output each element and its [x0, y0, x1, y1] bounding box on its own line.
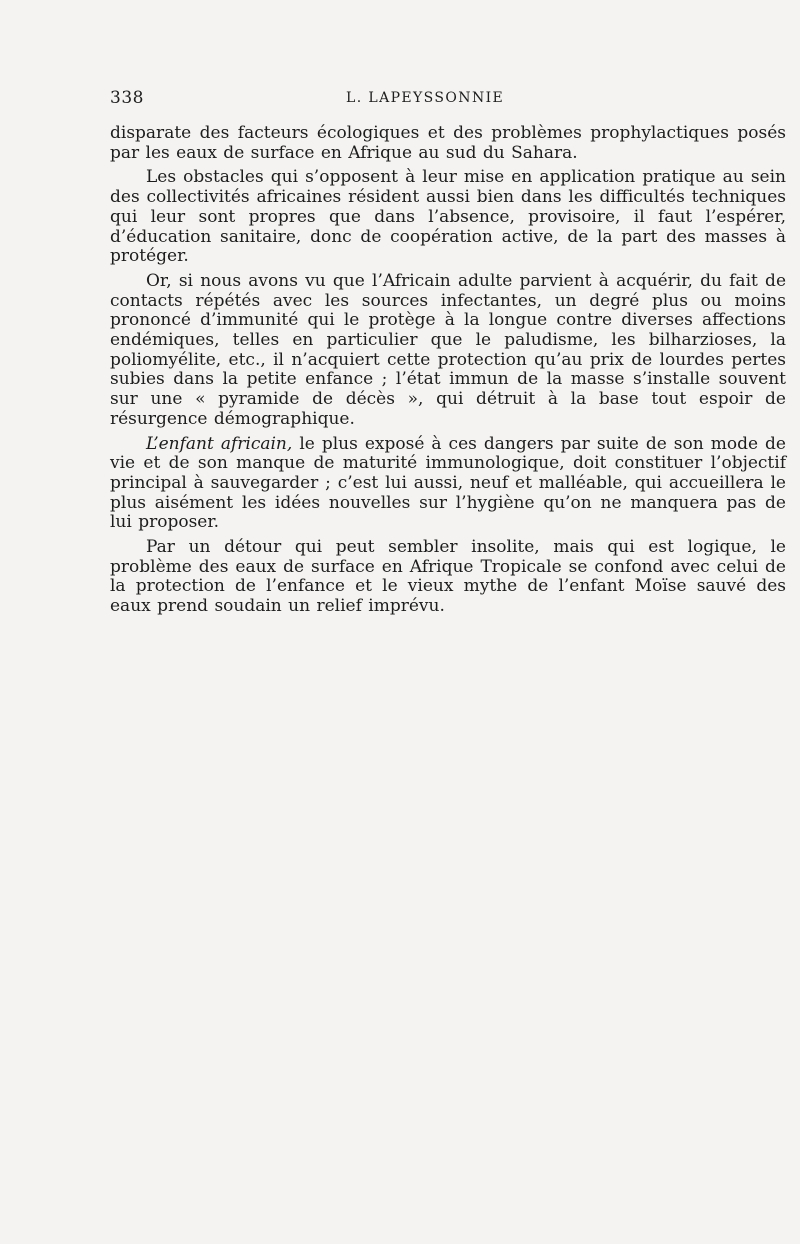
page-number: 338 [110, 88, 144, 108]
italic-phrase: L’enfant africain, [146, 433, 293, 454]
paragraph: Les obstacles qui s’opposent à leur mise en application pratique au sein des collectivités africaines résident aussi bien dans les difficultés techniques qui leur sont propres que dans l’absence, provisoire, il faut l’espérer, d’éducation sanitaire, donc de coopération active, de la part des masses à protéger. [110, 167, 786, 267]
paragraph-text: le plus exposé à ces dangers par suite de son mode de vie et de son manque de maturité immunologique, doit constituer l’objectif principal à sauvegarder ; c’est lui aussi, neuf et malléable, qui accueillera le plus aisément les idées nouvelles sur l’hygiène qu’on ne manquera pas de lui proposer. [110, 433, 786, 533]
paragraph [110, 435, 786, 534]
running-head [110, 88, 786, 110]
paragraph: disparate des facteurs écologiques et des problèmes prophylactiques posés par les eaux de surface en Afrique au sud du Sahara. [110, 123, 786, 163]
paragraph: Par un détour qui peut sembler insolite, mais qui est logique, le problème des eaux de surface en Afrique Tropicale se confond avec celui de la protection de l’enfance et le vieux mythe de l’enfant Moïse sauvé des eaux prend soudain un relief imprévu. [110, 537, 786, 617]
body-text [110, 124, 786, 622]
paragraph: Or, si nous avons vu que l’Africain adulte parvient à acquérir, du fait de contacts répétés avec les sources infectantes, un degré plus ou moins prononcé d’immunité qui le protège à la longue contre diverses affections endémiques, telles en particulier que le paludisme, les bilharzioses, la poliomyélite, etc., il n’acquiert cette protection qu’au prix de lourdes pertes subies dans la petite enfance ; l’état immun de la masse s’installe souvent sur une « pyramide de décès », qui détruit à la base tout espoir de résurgence démographique. [110, 270, 786, 429]
running-head-author: L. LAPEYSSONNIE [346, 90, 505, 106]
